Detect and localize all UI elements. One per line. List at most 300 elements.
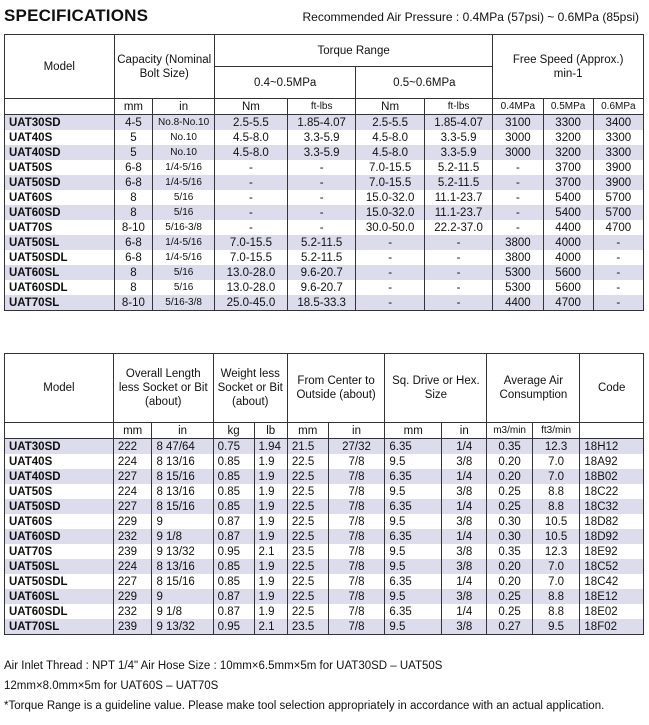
unit-t2-4: mm [287,423,328,439]
units-model-blank [5,99,115,115]
value-cell: 224 [113,484,152,499]
value-cell: - [493,220,543,235]
model-cell: UAT40SD [5,145,115,160]
value-cell: 9.5 [385,544,442,559]
value-cell: 0.25 [487,484,532,499]
value-cell: 3.3-5.9 [424,145,492,160]
table-row [5,250,644,265]
value-cell: 12.3 [532,439,580,455]
value-cell: - [493,205,543,220]
value-cell: 9.5 [385,484,442,499]
value-cell: 4000 [543,235,593,250]
value-cell: - [287,205,355,220]
value-cell: 0.35 [487,544,532,559]
value-cell: 8 [114,280,153,295]
value-cell: 8-10 [114,295,153,311]
unit-t2-5: in [328,423,385,439]
value-cell: 10.5 [532,529,580,544]
table-row [5,175,644,190]
value-cell: 5/16 [153,280,215,295]
unit-t2-1: in [152,423,213,439]
value-cell: 18F02 [580,619,644,635]
value-cell: 0.87 [213,514,254,529]
value-cell: 18H12 [580,439,644,455]
value-cell: 10.5 [532,514,580,529]
value-cell: 18.5-33.3 [287,295,355,311]
table-row [5,280,644,295]
unit-t2-3: lb [254,423,287,439]
value-cell: 0.85 [213,559,254,574]
value-cell: 1.9 [254,604,287,619]
header-torque-range: Torque Range [214,35,492,67]
unit-t1-2: Nm [214,99,287,115]
value-cell: 3300 [593,130,643,145]
value-cell: 8.8 [532,589,580,604]
value-cell: 0.87 [213,589,254,604]
model-cell: UAT70SL [5,295,115,311]
value-cell: 0.27 [487,619,532,635]
value-cell: 8 [114,190,153,205]
value-cell: 3800 [493,250,543,265]
value-cell: 6-8 [114,250,153,265]
page-title: SPECIFICATIONS [4,6,149,25]
unit-t2-7: in [442,423,487,439]
value-cell: 2.5-5.5 [356,115,424,131]
value-cell: 7.0-15.5 [356,160,424,175]
model-cell: UAT60SL [5,265,115,280]
value-cell: 4700 [543,295,593,311]
speed-unit: min-1 [553,67,583,80]
value-cell: 3700 [543,160,593,175]
value-cell: - [593,265,643,280]
value-cell: 8 15/16 [152,499,213,514]
table-row [5,619,644,635]
value-cell: 1/4 [442,499,487,514]
table-row [5,529,644,544]
value-cell: 22.5 [287,559,328,574]
value-cell: 0.20 [487,574,532,589]
model-cell: UAT50S [5,160,115,175]
model-cell: UAT70SL [5,619,114,635]
value-cell: 15.0-32.0 [356,190,424,205]
value-cell: 2.1 [254,619,287,635]
value-cell: 5.2-11.5 [287,250,355,265]
value-cell: 8 47/64 [152,439,213,455]
value-cell: - [356,265,424,280]
value-cell: 1.85-4.07 [424,115,492,131]
model-cell: UAT60S [5,190,115,205]
value-cell: 224 [113,559,152,574]
value-cell: 8.8 [532,499,580,514]
unit-t2-8: m3/min [487,423,532,439]
value-cell: 2.1 [254,544,287,559]
model-cell: UAT60SL [5,589,114,604]
model-cell: UAT60S [5,514,114,529]
value-cell: 3/8 [442,589,487,604]
value-cell: 9 1/8 [152,604,213,619]
value-cell: 22.5 [287,514,328,529]
value-cell: 4400 [543,220,593,235]
model-cell: UAT50SL [5,559,114,574]
value-cell: 8.8 [532,484,580,499]
value-cell: 3300 [543,115,593,131]
value-cell: 6-8 [114,235,153,250]
table-row [5,265,644,280]
value-cell: 22.2-37.0 [424,220,492,235]
value-cell: 8 13/16 [152,559,213,574]
value-cell: 3900 [593,160,643,175]
value-cell: 9.6-20.7 [287,280,355,295]
value-cell: 7/8 [328,454,385,469]
model-cell: UAT50SL [5,235,115,250]
value-cell: 227 [113,574,152,589]
value-cell: 8-10 [114,220,153,235]
value-cell: 9.6-20.7 [287,265,355,280]
value-cell: - [424,280,492,295]
model-cell: UAT70S [5,544,114,559]
value-cell: 11.1-23.7 [424,205,492,220]
table-row [5,604,644,619]
model-cell: UAT40SD [5,469,114,484]
header-weight: Weight less Socket or Bit (about) [213,354,287,423]
value-cell: 5 [114,130,153,145]
value-cell: 5300 [493,265,543,280]
value-cell: 12.3 [532,544,580,559]
value-cell: 0.75 [213,439,254,455]
value-cell: 22.5 [287,574,328,589]
value-cell: - [493,160,543,175]
header-pressure-low: 0.4~0.5MPa [214,67,355,99]
header-air-consumption: Average Air Consumption [487,354,580,423]
value-cell: 1/4-5/16 [153,160,215,175]
table-row [5,514,644,529]
value-cell: - [287,175,355,190]
units-model-blank-2 [5,423,114,439]
value-cell: 9 13/32 [152,544,213,559]
value-cell: 25.0-45.0 [214,295,287,311]
value-cell: 23.5 [287,544,328,559]
value-cell: 7/8 [328,544,385,559]
value-cell: 5700 [593,190,643,205]
value-cell: 1/4-5/16 [153,250,215,265]
value-cell: 0.25 [487,604,532,619]
value-cell: 3.3-5.9 [287,145,355,160]
value-cell: - [214,205,287,220]
value-cell: 5600 [543,280,593,295]
footnote-air-inlet: Air Inlet Thread : NPT 1/4" Air Hose Size : 10mm×6.5mm×5m for UAT30SD – UAT50S [4,660,443,672]
table-row [5,544,644,559]
value-cell: - [214,175,287,190]
value-cell: 0.85 [213,574,254,589]
value-cell: 1/4 [442,574,487,589]
table-row [5,295,644,311]
value-cell: 5.2-11.5 [424,175,492,190]
value-cell: 4.5-8.0 [214,145,287,160]
value-cell: 8 15/16 [152,469,213,484]
value-cell: 27/32 [328,439,385,455]
value-cell: - [356,295,424,311]
value-cell: 18B02 [580,469,644,484]
model-cell: UAT70S [5,220,115,235]
table-row [5,160,644,175]
value-cell: 7.0 [532,559,580,574]
value-cell: 1.9 [254,454,287,469]
value-cell: 5/16-3/8 [153,220,215,235]
table-row [5,145,644,160]
value-cell: - [593,250,643,265]
table-row [5,469,644,484]
value-cell: 9 13/32 [152,619,213,635]
value-cell: 0.20 [487,454,532,469]
units-code-blank [580,423,644,439]
header-length: Overall Length less Socket or Bit (about) [113,354,213,423]
value-cell: 7/8 [328,484,385,499]
value-cell: 1/4-5/16 [153,235,215,250]
value-cell: 1.94 [254,439,287,455]
value-cell: 22.5 [287,499,328,514]
value-cell: 3/8 [442,484,487,499]
value-cell: 0.85 [213,484,254,499]
value-cell: 229 [113,589,152,604]
value-cell: 3400 [593,115,643,131]
value-cell: 9.5 [385,589,442,604]
value-cell: 5300 [493,280,543,295]
value-cell: 0.30 [487,514,532,529]
value-cell: 1.9 [254,589,287,604]
value-cell: 18C52 [580,559,644,574]
model-cell: UAT60SDL [5,280,115,295]
model-cell: UAT60SD [5,529,114,544]
value-cell: 18E92 [580,544,644,559]
value-cell: 13.0-28.0 [214,265,287,280]
header-center: From Center to Outside (about) [287,354,385,423]
value-cell: - [424,250,492,265]
value-cell: 4.5-8.0 [214,130,287,145]
value-cell: 4.5-8.0 [356,145,424,160]
table-row [5,574,644,589]
value-cell: 7/8 [328,529,385,544]
value-cell: - [287,190,355,205]
value-cell: 5700 [593,205,643,220]
value-cell: - [593,235,643,250]
value-cell: 3900 [593,175,643,190]
value-cell: 22.5 [287,529,328,544]
value-cell: - [356,280,424,295]
value-cell: 3100 [493,115,543,131]
value-cell: - [356,235,424,250]
unit-t1-7: 0.5MPa [543,99,593,115]
unit-t2-2: kg [213,423,254,439]
table-row [5,220,644,235]
value-cell: 3700 [543,175,593,190]
model-cell: UAT60SDL [5,604,114,619]
value-cell: 18C22 [580,484,644,499]
speed-label: Free Speed (Approx.) [512,53,624,66]
value-cell: 5400 [543,190,593,205]
value-cell: No.8-No.10 [153,115,215,131]
value-cell: 0.35 [487,439,532,455]
value-cell: 2.5-5.5 [214,115,287,131]
value-cell: No.10 [153,145,215,160]
header-pressure-high: 0.5~0.6MPa [356,67,493,99]
value-cell: 5.2-11.5 [424,160,492,175]
value-cell: 5/16-3/8 [153,295,215,311]
unit-t2-9: ft3/min [532,423,580,439]
value-cell: 8 [114,205,153,220]
header-drive: Sq. Drive or Hex. Size [385,354,487,423]
value-cell: 18E02 [580,604,644,619]
value-cell: 6.35 [385,574,442,589]
value-cell: 7/8 [328,604,385,619]
value-cell: 1/4-5/16 [153,175,215,190]
value-cell: - [593,280,643,295]
value-cell: 18D92 [580,529,644,544]
value-cell: 7.0-15.5 [214,250,287,265]
value-cell: 239 [113,619,152,635]
header-model: Model [5,35,115,99]
value-cell: 1.9 [254,499,287,514]
value-cell: 4.5-8.0 [356,130,424,145]
value-cell: 5/16 [153,190,215,205]
unit-t2-0: mm [113,423,152,439]
value-cell: 227 [113,469,152,484]
unit-t1-5: ft-lbs [424,99,492,115]
unit-t1-1: in [153,99,215,115]
value-cell: 9.5 [385,559,442,574]
value-cell: 22.5 [287,589,328,604]
value-cell: 8 [114,265,153,280]
value-cell: No.10 [153,130,215,145]
units-row [5,99,644,115]
value-cell: 8 15/16 [152,574,213,589]
value-cell: 7/8 [328,469,385,484]
value-cell: 9.5 [385,514,442,529]
value-cell: 18E12 [580,589,644,604]
value-cell: 3000 [493,145,543,160]
value-cell: 7.0-15.5 [356,175,424,190]
value-cell: 5/16 [153,205,215,220]
value-cell: 5600 [543,265,593,280]
value-cell: 239 [113,544,152,559]
value-cell: 13.0-28.0 [214,280,287,295]
value-cell: 3.3-5.9 [287,130,355,145]
model-cell: UAT50SDL [5,250,115,265]
value-cell: 6.35 [385,499,442,514]
value-cell: 0.85 [213,499,254,514]
table-row [5,205,644,220]
footnote-torque: *Torque Range is a guideline value. Please make tool selection appropriately in accordance with an actual application. [4,700,605,712]
value-cell: 9 [152,589,213,604]
table-row [5,589,644,604]
value-cell: 6-8 [114,175,153,190]
value-cell: 3200 [543,145,593,160]
value-cell: 3000 [493,130,543,145]
unit-t1-6: 0.4MPa [493,99,543,115]
value-cell: 1.9 [254,529,287,544]
value-cell: 11.1-23.7 [424,190,492,205]
value-cell: 3200 [543,130,593,145]
value-cell: 22.5 [287,484,328,499]
value-cell: 3300 [593,145,643,160]
value-cell: 1/4 [442,439,487,455]
table-row [5,454,644,469]
value-cell: 18D82 [580,514,644,529]
value-cell: 6.35 [385,439,442,455]
value-cell: 227 [113,499,152,514]
footnote-hose: 12mm×8.0mm×5m for UAT60S – UAT70S [4,680,219,692]
value-cell: 8 13/16 [152,454,213,469]
header-model-2: Model [5,354,114,423]
value-cell: - [424,235,492,250]
model-cell: UAT40S [5,454,114,469]
value-cell: 7/8 [328,619,385,635]
unit-t1-0: mm [114,99,153,115]
table-row [5,439,644,455]
spec-table-dimensions [4,353,644,635]
value-cell: - [287,220,355,235]
recommended-pressure: Recommended Air Pressure : 0.4MPa (57psi) ~ 0.6MPa (85psi) [302,10,639,24]
value-cell: 7.0 [532,574,580,589]
value-cell: - [493,190,543,205]
value-cell: 4-5 [114,115,153,131]
model-cell: UAT50SD [5,499,114,514]
value-cell: - [493,175,543,190]
table-row [5,130,644,145]
value-cell: 7/8 [328,589,385,604]
value-cell: 3/8 [442,544,487,559]
value-cell: - [424,295,492,311]
value-cell: 7/8 [328,574,385,589]
value-cell: 232 [113,529,152,544]
model-cell: UAT40S [5,130,115,145]
value-cell: 1.9 [254,559,287,574]
value-cell: 18A92 [580,454,644,469]
value-cell: 21.5 [287,439,328,455]
value-cell: - [214,220,287,235]
value-cell: - [214,160,287,175]
value-cell: 9 [152,514,213,529]
value-cell: 18C32 [580,499,644,514]
value-cell: 0.30 [487,529,532,544]
table-row [5,235,644,250]
value-cell: 6.35 [385,604,442,619]
value-cell: - [214,190,287,205]
value-cell: 3/8 [442,514,487,529]
value-cell: 3800 [493,235,543,250]
model-cell: UAT50SD [5,175,115,190]
header-capacity: Capacity (Nominal Bolt Size) [114,35,214,99]
value-cell: 9.5 [385,619,442,635]
table-row [5,115,644,131]
value-cell: 1/4 [442,529,487,544]
value-cell: 6.35 [385,529,442,544]
value-cell: 1.85-4.07 [287,115,355,131]
value-cell: 0.25 [487,589,532,604]
value-cell: 4400 [493,295,543,311]
unit-t1-8: 0.6MPa [593,99,643,115]
value-cell: 9.5 [385,454,442,469]
value-cell: 229 [113,514,152,529]
value-cell: 7.0 [532,454,580,469]
value-cell: 3/8 [442,559,487,574]
value-cell: 224 [113,454,152,469]
value-cell: 1/4 [442,469,487,484]
value-cell: 3/8 [442,619,487,635]
header-code: Code [580,354,644,423]
value-cell: 7.0 [532,469,580,484]
value-cell: 0.20 [487,469,532,484]
value-cell: 4000 [543,250,593,265]
